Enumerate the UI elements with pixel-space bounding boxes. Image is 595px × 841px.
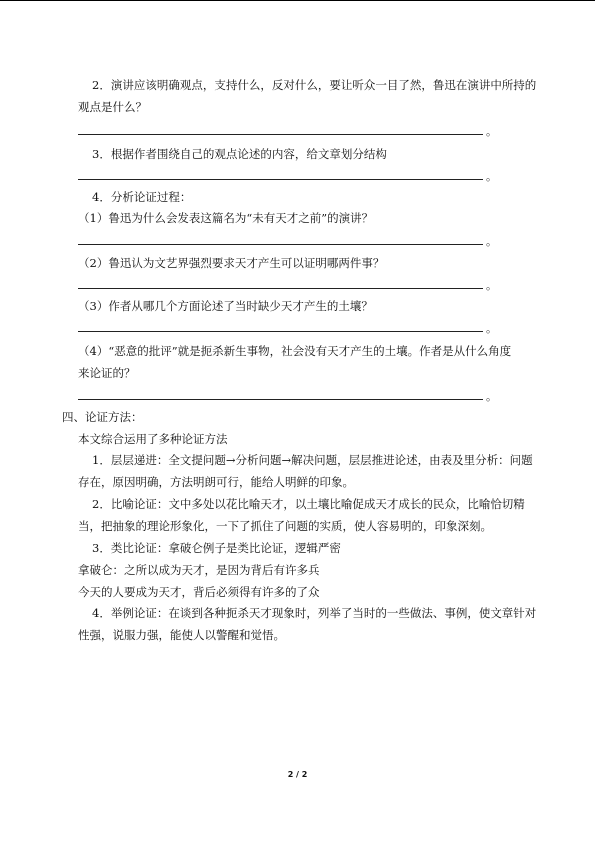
question-4-sub-4-line-2: 来论证的？	[78, 366, 136, 380]
answer-end-mark: 。	[486, 279, 497, 292]
question-4-sub-1: （1）鲁迅为什么会发表这篇名为“未有天才之前”的演讲？	[78, 211, 374, 225]
page-top-border	[0, 0, 595, 1]
answer-line-q3	[78, 179, 483, 180]
answer-end-mark: 。	[486, 125, 497, 138]
answer-line-q4-3	[78, 331, 483, 332]
answer-line-q2	[78, 134, 483, 135]
method-1-line-1: 1．层层递进：全文提问题→分析问题→解决问题，层层推进论述，由表及里分析：问题	[92, 453, 533, 467]
question-4-sub-2: （2）鲁迅认为文艺界强烈要求天才产生可以证明哪两件事？	[78, 256, 385, 270]
answer-line-q4-2	[78, 288, 483, 289]
answer-line-q4-4	[78, 399, 483, 400]
question-3: 3．根据作者围绕自己的观点论述的内容，给文章划分结构	[92, 147, 387, 161]
answer-end-mark: 。	[486, 170, 497, 183]
section-4-intro: 本文综合运用了多种论证方法	[78, 432, 228, 446]
method-4-line-1: 4．举例论证：在谈到各种扼杀天才现象时，列举了当时的一些做法、事例，使文章针对	[92, 606, 537, 620]
question-4-title: 4．分析论证过程：	[92, 190, 192, 204]
method-2-line-2: 当，把抽象的理论形象化，一下了抓住了问题的实质，使人容易明的，印象深刻。	[78, 519, 492, 533]
section-4-heading: 四、论证方法：	[62, 410, 143, 424]
method-2-line-1: 2．比喻论证：文中多处以花比喻天才，以土壤比喻促成天才成长的民众，比喻恰切精	[92, 497, 525, 511]
question-2-line-2: 观点是什么？	[78, 100, 147, 114]
method-3-example-1: 拿破仑：之所以成为天才，是因为背后有许多兵	[78, 563, 320, 577]
page-number: 2 / 2	[287, 770, 308, 779]
question-2-line-1: 2．演讲应该明确观点，支持什么，反对什么，要让听众一目了然，鲁迅在演讲中所持的	[92, 78, 537, 92]
answer-end-mark: 。	[486, 390, 497, 403]
method-1-line-2: 存在，原因明确，方法明朗可行，能给人明鲜的印象。	[78, 475, 354, 489]
method-4-line-2: 性强，说服力强，能使人以警醒和觉悟。	[78, 628, 285, 642]
answer-line-q4-1	[78, 244, 483, 245]
method-3-example-2: 今天的人要成为天才，背后必须得有许多的了众	[78, 585, 320, 599]
question-4-sub-4-line-1: （4）“恶意的批评”就是扼杀新生事物，社会没有天才产生的土壤。作者是从什么角度	[78, 344, 512, 358]
answer-end-mark: 。	[486, 235, 497, 248]
answer-end-mark: 。	[486, 322, 497, 335]
method-3: 3．类比论证：拿破仑例子是类比论证，逻辑严密	[92, 541, 341, 555]
question-4-sub-3: （3）作者从哪几个方面论述了当时缺少天才产生的土壤？	[78, 299, 373, 313]
